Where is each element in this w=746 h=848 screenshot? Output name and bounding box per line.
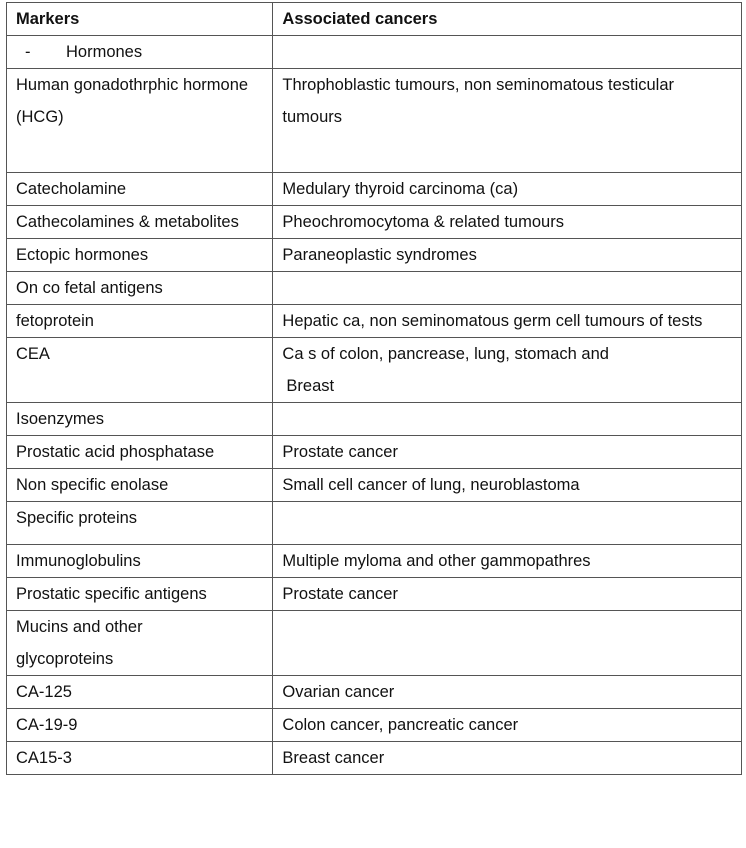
table-row [7, 36, 742, 69]
cancer-cell: Pheochromocytoma & related tumours [273, 206, 742, 239]
marker-cell: Isoenzymes [7, 403, 273, 436]
header-markers: Markers [7, 3, 273, 36]
marker-cell: CEA [7, 338, 273, 403]
cancer-cell: Prostate cancer [273, 436, 742, 469]
marker-cell: Immunoglobulins [7, 545, 273, 578]
cancer-cell: Prostate cancer [273, 578, 742, 611]
cancer-cell: Paraneoplastic syndromes [273, 239, 742, 272]
marker-cell: Ectopic hormones [7, 239, 273, 272]
table-row [7, 611, 742, 676]
marker-cell: On co fetal antigens [7, 272, 273, 305]
marker-cell: Cathecolamines & metabolites [7, 206, 273, 239]
cancer-cell [273, 611, 742, 676]
table-row [7, 206, 742, 239]
marker-cell: Human gonadothrphic hormone (HCG) [7, 69, 273, 173]
cancer-cell: Multiple myloma and other gammopathres [273, 545, 742, 578]
table-row [7, 69, 742, 173]
header-associated-cancers: Associated cancers [273, 3, 742, 36]
marker-text: Hormones [66, 43, 143, 61]
table-row [7, 545, 742, 578]
table-row [7, 305, 742, 338]
table-row [7, 742, 742, 775]
marker-cell: Specific proteins [7, 502, 273, 545]
cancer-cell [273, 502, 742, 545]
table-header-row [7, 3, 742, 36]
table-row [7, 338, 742, 403]
tumour-markers-table [6, 2, 742, 775]
cancer-cell: Colon cancer, pancreatic cancer [273, 709, 742, 742]
marker-cell: Catecholamine [7, 173, 273, 206]
marker-cell: Prostatic specific antigens [7, 578, 273, 611]
cancer-text-continued: Breast [286, 377, 335, 395]
cancer-cell: Medulary thyroid carcinoma (ca) [273, 173, 742, 206]
table-row [7, 469, 742, 502]
cancer-cell: Ovarian cancer [273, 676, 742, 709]
marker-cell: Prostatic acid phosphatase [7, 436, 273, 469]
cancer-cell: Throphoblastic tumours, non seminomatous testicular tumours [273, 69, 742, 173]
marker-cell: Mucins and other glycoproteins [7, 611, 273, 676]
marker-cell [7, 36, 273, 69]
table-row [7, 239, 742, 272]
table-row [7, 173, 742, 206]
cancer-cell [273, 272, 742, 305]
table-row [7, 272, 742, 305]
marker-cell: Non specific enolase [7, 469, 273, 502]
table-row [7, 502, 742, 545]
cancer-cell: Small cell cancer of lung, neuroblastoma [273, 469, 742, 502]
marker-cell: CA-19-9 [7, 709, 273, 742]
cancer-cell [273, 403, 742, 436]
table-row [7, 403, 742, 436]
cancer-cell [273, 338, 742, 403]
marker-cell: CA15-3 [7, 742, 273, 775]
table-row [7, 436, 742, 469]
cancer-text: Ca s of colon, pancrease, lung, stomach and [282, 345, 609, 363]
cancer-cell: Breast cancer [273, 742, 742, 775]
table-row [7, 676, 742, 709]
table-row [7, 578, 742, 611]
bullet-dash: - [25, 43, 31, 61]
cancer-cell [273, 36, 742, 69]
marker-cell: fetoprotein [7, 305, 273, 338]
cancer-cell: Hepatic ca, non seminomatous germ cell tumours of tests [273, 305, 742, 338]
marker-cell: CA-125 [7, 676, 273, 709]
table-row [7, 709, 742, 742]
